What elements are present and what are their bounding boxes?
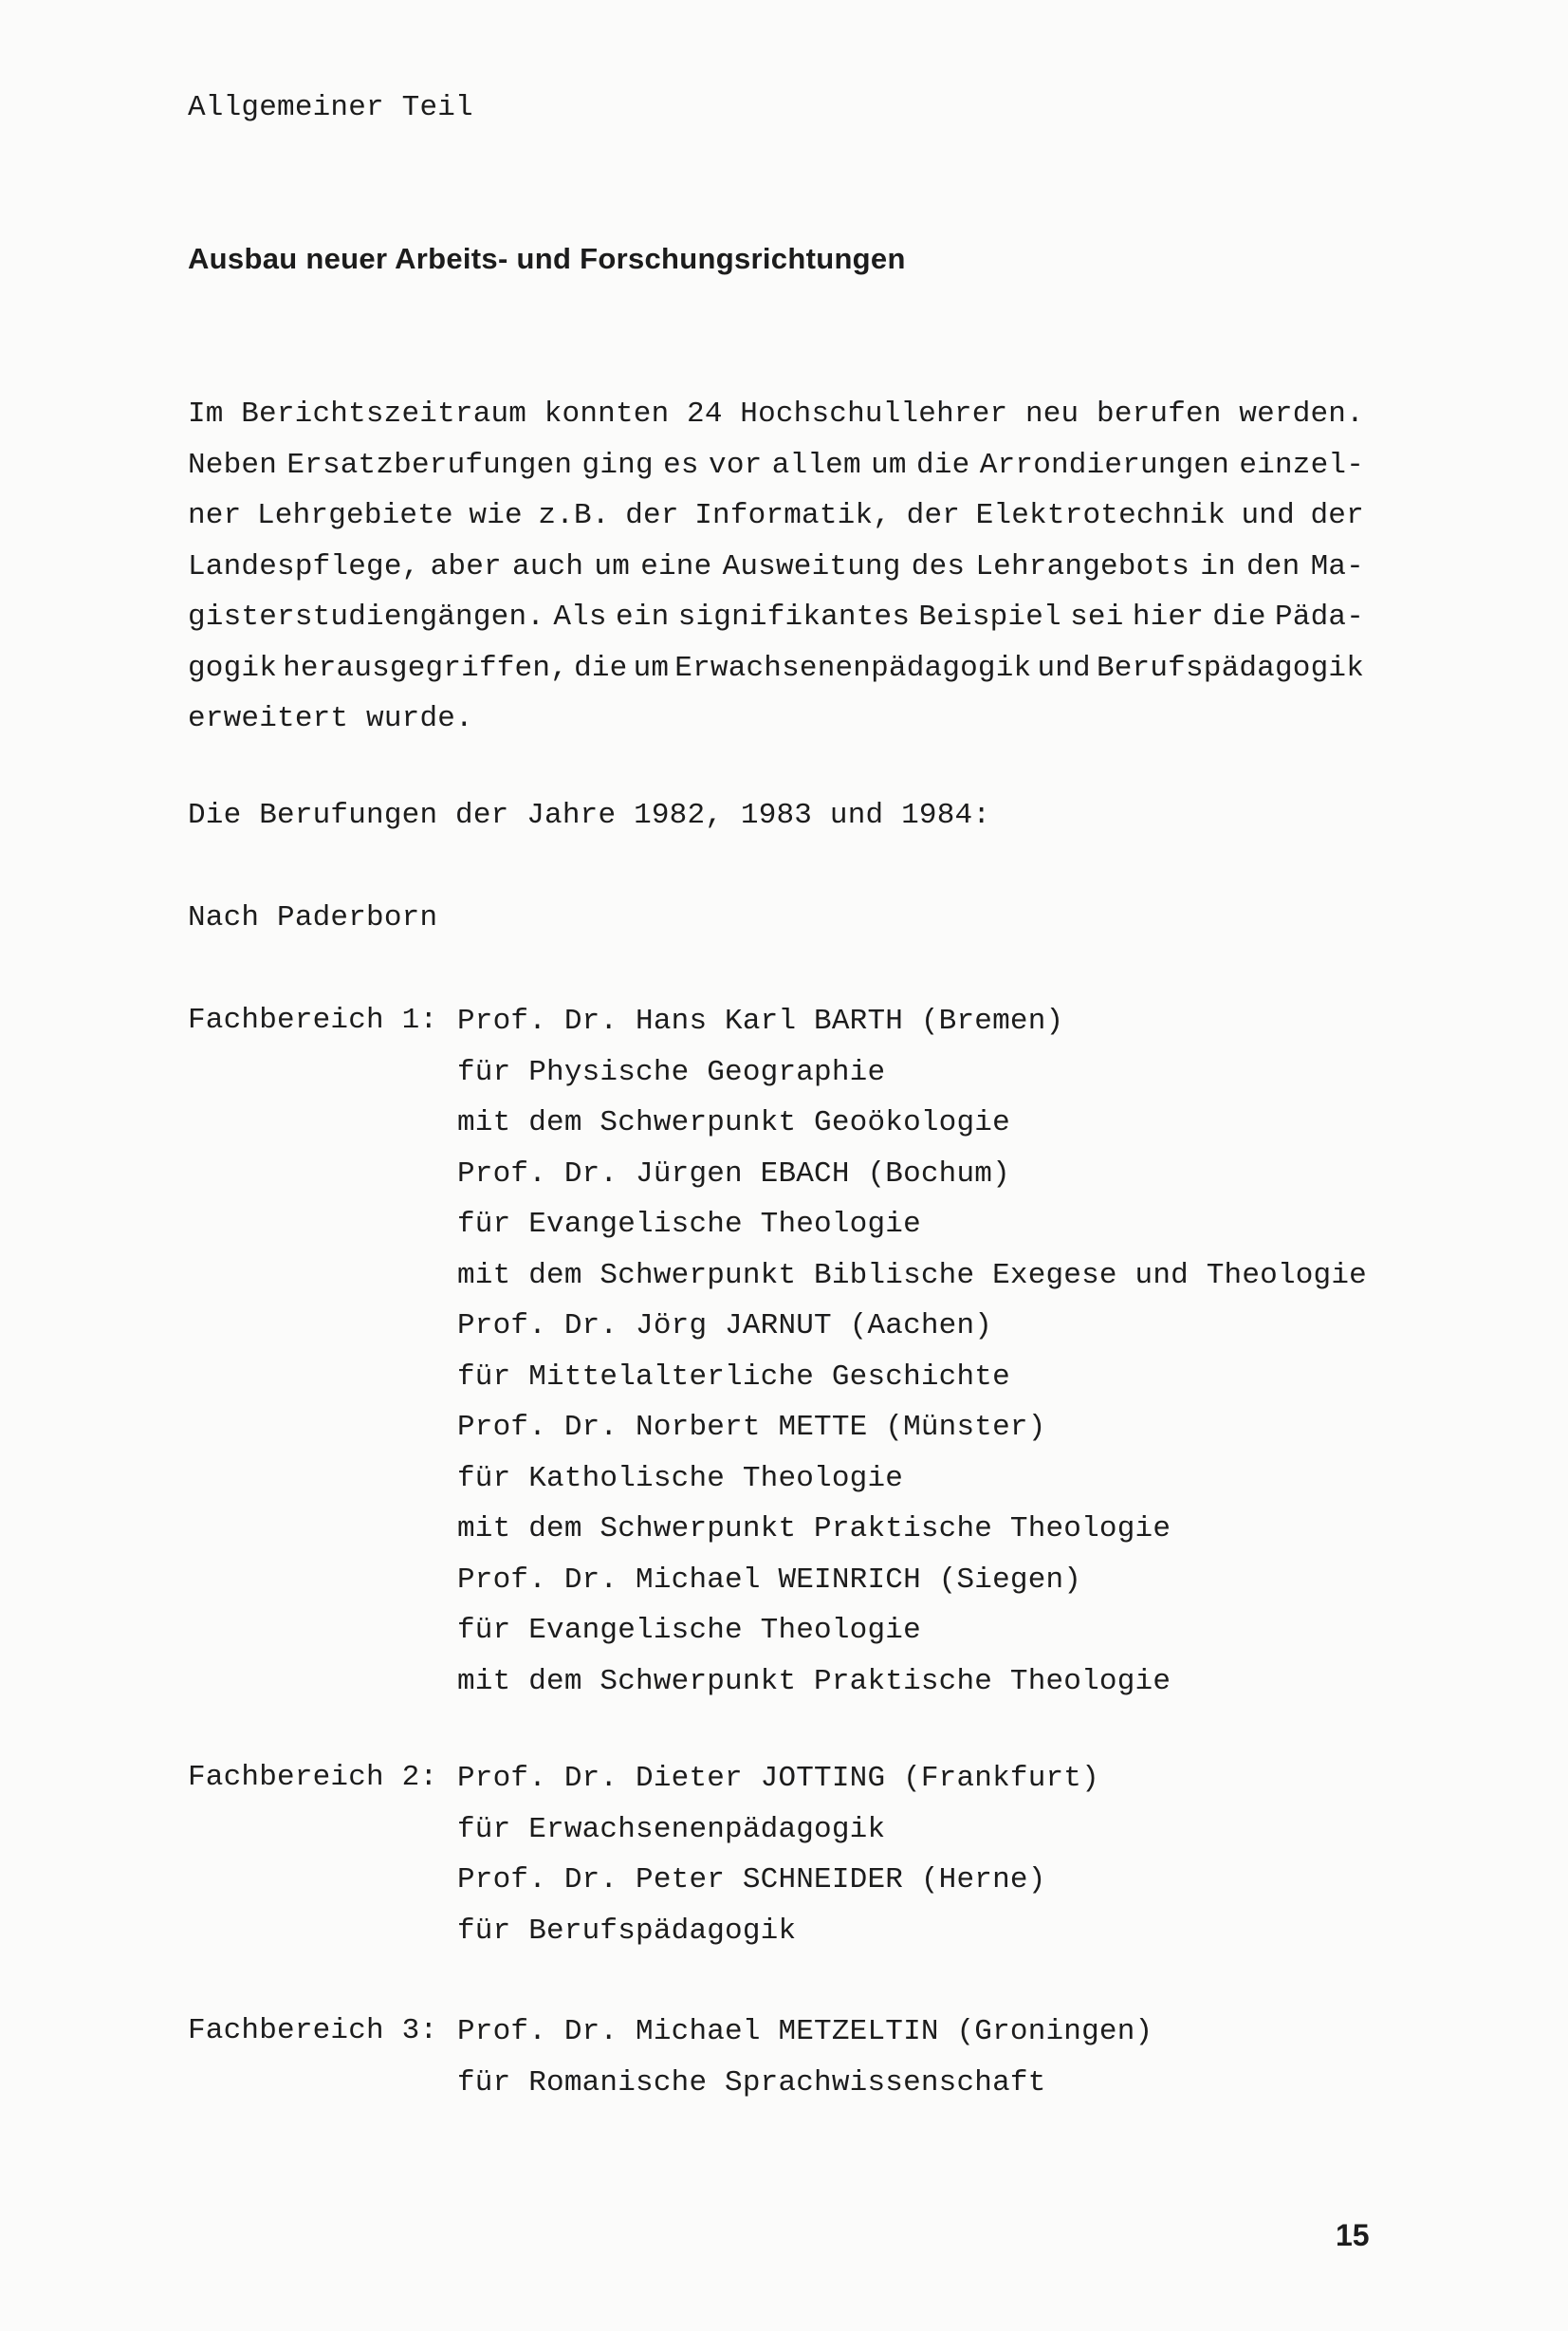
appointment-line: Prof. Dr. Michael METZELTIN (Groningen) <box>457 2015 1153 2048</box>
appointment-line: für Evangelische Theologie <box>457 1208 921 1241</box>
word: und <box>1241 499 1295 532</box>
word: hier <box>1132 601 1205 634</box>
appointment-line: mit dem Schwerpunkt Praktische Theologie <box>457 1664 1171 1698</box>
appointment-line: für Romanische Sprachwissenschaft <box>457 2065 1046 2100</box>
word: eine <box>640 549 712 583</box>
word: Beispiel <box>918 601 1061 634</box>
paragraph-line <box>188 592 1364 643</box>
word: einzel- <box>1239 448 1364 482</box>
word: der <box>625 499 679 532</box>
paragraph-line <box>188 542 1364 593</box>
word: die <box>574 651 628 685</box>
appointment-line: Prof. Dr. Jörg JARNUT (Aachen) <box>457 1309 993 1342</box>
appointments-lead: Die Berufungen der Jahre 1982, 1983 und 1984: <box>188 799 991 832</box>
word: ein <box>616 601 670 634</box>
word: um <box>594 549 631 583</box>
appointment-list <box>457 1761 1501 1964</box>
word: gogik <box>188 651 278 685</box>
word: signifikantes <box>677 601 911 634</box>
appointment-line: Prof. Dr. Dieter JOTTING (Frankfurt) <box>457 1762 1099 1795</box>
word: Päda- <box>1274 601 1364 634</box>
section-title: Ausbau neuer Arbeits- und Forschungsrichtungen <box>188 242 906 275</box>
word: neu <box>1024 398 1079 431</box>
paragraph-line: erweitert wurde. <box>188 702 473 735</box>
appointment-line: mit dem Schwerpunkt Biblische Exegese und Theologie <box>457 1258 1367 1292</box>
appointment-line: für Berufspädagogik <box>457 1914 797 1948</box>
appointment-line: für Evangelische Theologie <box>457 1614 921 1647</box>
word: gisterstudiengängen. <box>188 601 545 634</box>
department-label: Fachbereich 2: <box>188 1761 438 1794</box>
word: Lehrgebiete <box>257 499 453 532</box>
word: Elektrotechnik <box>975 499 1226 532</box>
appointment-line: Prof. Dr. Hans Karl BARTH (Bremen) <box>457 1005 1064 1038</box>
appointment-line: mit dem Schwerpunkt Geoökologie <box>457 1106 1010 1139</box>
word: Lehrangebots <box>975 549 1190 583</box>
appointment-list <box>457 1004 1501 1714</box>
word: die <box>1212 601 1266 634</box>
word: berufen <box>1097 398 1222 431</box>
word: z.B. <box>538 499 610 532</box>
appointment-line: für Mittelalterliche Geschichte <box>457 1360 1010 1394</box>
word: Im <box>188 398 224 431</box>
word: Erwachsenenpädagogik <box>674 651 1032 685</box>
appointment-line: mit dem Schwerpunkt Praktische Theologie <box>457 1512 1171 1545</box>
word: Hochschullehrer <box>740 398 1008 431</box>
appointment-line: für Katholische Theologie <box>457 1461 904 1495</box>
word: aber <box>430 549 502 583</box>
word: um <box>871 448 907 482</box>
appointment-list <box>457 2014 1501 2116</box>
word: herausgegriffen, <box>283 651 568 685</box>
word: die <box>916 448 970 482</box>
appointment-line: Prof. Dr. Jürgen EBACH (Bochum) <box>457 1156 1010 1191</box>
department-label: Fachbereich 3: <box>188 2014 438 2047</box>
word: Informatik, <box>694 499 892 532</box>
appointment-line: für Physische Geographie <box>457 1055 886 1089</box>
word: Neben <box>188 448 278 482</box>
paragraph-line <box>188 440 1364 491</box>
appointment-line: Prof. Dr. Michael WEINRICH (Siegen) <box>457 1563 1082 1597</box>
paragraph-line <box>188 389 1364 440</box>
word: Ersatzberufungen <box>286 448 573 482</box>
word: konnten <box>544 398 670 431</box>
word: Berufspädagogik <box>1096 651 1364 685</box>
word: sei <box>1070 601 1124 634</box>
word: es <box>663 448 699 482</box>
word: der <box>906 499 961 532</box>
word: Arrondierungen <box>979 448 1230 482</box>
word: und <box>1037 651 1091 685</box>
appointments-subheading: Nach Paderborn <box>188 901 438 934</box>
intro-paragraph <box>188 389 1364 745</box>
word: Landespflege, <box>188 549 420 583</box>
word: wie <box>469 499 523 532</box>
running-header: Allgemeiner Teil <box>188 91 473 124</box>
word: werden. <box>1239 398 1364 431</box>
word: 24 <box>687 398 723 431</box>
word: der <box>1310 499 1364 532</box>
word: auch <box>512 549 584 583</box>
word: Als <box>553 601 607 634</box>
appointment-line: Prof. Dr. Peter SCHNEIDER (Herne) <box>457 1863 1046 1896</box>
word: ging <box>581 448 654 482</box>
word: des <box>911 549 966 583</box>
word: Ma- <box>1310 549 1364 583</box>
word: in <box>1200 549 1236 583</box>
appointment-line: Prof. Dr. Norbert METTE (Münster) <box>457 1411 1046 1444</box>
appointment-line: für Erwachsenenpädagogik <box>457 1812 886 1846</box>
word: Ausweitung <box>722 549 901 583</box>
page-number: 15 <box>1336 2218 1370 2252</box>
word: Berichtszeitraum <box>241 398 527 431</box>
paragraph-line <box>188 490 1364 542</box>
department-label: Fachbereich 1: <box>188 1004 438 1037</box>
word: um <box>633 651 670 685</box>
word: vor <box>709 448 763 482</box>
word: ner <box>188 499 242 532</box>
word: allem <box>771 448 861 482</box>
word: den <box>1245 549 1301 583</box>
paragraph-line <box>188 643 1364 694</box>
